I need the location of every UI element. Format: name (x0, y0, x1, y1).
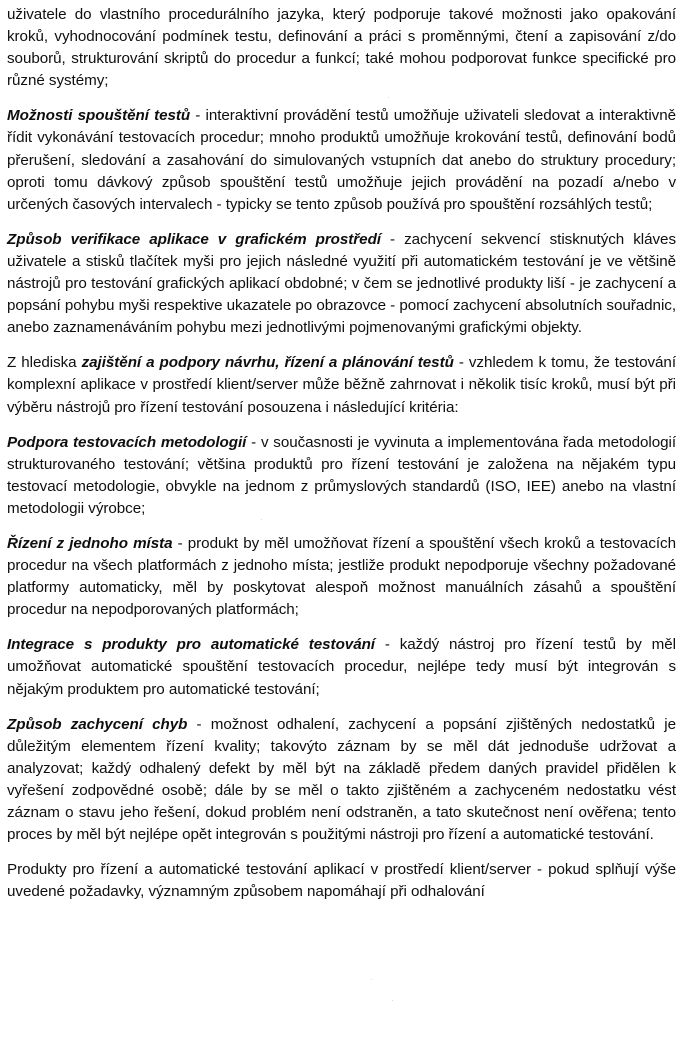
paragraph-4 (7, 352, 676, 418)
paragraph-2-lead: Možnosti spouštění testů (7, 107, 191, 125)
paragraph-3-text: - zachycení sekvencí stisknutých kláves uživatele a stisků tlačítek myši pro jejich následné využití při automatickém testování je ve většině nástrojů pro testování grafických aplikací obdobné; v čem se jednotlivé produkty liší - je zachycení a popsání pohybu myši respektive ukazatele po obrazovce - pomocí zachycení absolutních souřadnic, anebo zaznamenáváním pohybu mezi jednotlivými pojmenovanými grafickými objekty. (7, 230, 676, 337)
paragraph-4-lead: zajištění a podpory návrhu, řízení a plánování testů (81, 354, 454, 372)
paragraph-3 (7, 229, 676, 339)
paragraph-9-text: Produkty pro řízení a automatické testování aplikací v prostředí klient/server - pokud splňují výše uvedené požadavky, významným způsobem napomáhají při odhalování (7, 861, 676, 901)
paragraph-8-text: - možnost odhalení, zachycení a popsání zjištěných nedostatků je důležitým elementem řízení kvality; takovýto záznam by se měl dát jednoduše udržovat a analyzovat; každý odhalený defekt by měl být na základě předem daných pravidel přidělen k vyřešení zodpovědné osobě; dále by se měl o takto zjištěném a zachyceném nedostatku vést záznam o stavu jeho řešení, dokud problém není odstraněn, a tato skutečnost není ověřena; tento proces by měl být nejlépe opět integrován s použitými nástroji pro řízení a automatické testování. (7, 715, 676, 844)
paragraph-6-text: - produkt by měl umožňovat řízení a spouštění všech kroků a testovacích procedur na všech platformách z jednoho místa; jestliže produkt nepodporuje všechny požadované platformy automaticky, měl by poskytovat alespoň možnost manuálních zásahů a spouštění procedur na nepodporovaných platformách; (7, 534, 676, 619)
paragraph-5 (7, 432, 676, 520)
paragraph-8-lead: Způsob zachycení chyb (7, 715, 188, 733)
scan-speckle (371, 979, 372, 980)
paragraph-4-prefix: Z hlediska (7, 354, 82, 372)
paragraph-7-text: - každý nástroj pro řízení testů by měl umožňovat automatické spouštění testovacích procedur, nejlépe tedy musí být integrován s nějakým produktem pro automatické testování; (7, 636, 676, 698)
paragraph-1 (7, 4, 676, 92)
paragraph-3-lead: Způsob verifikace aplikace v grafickém prostředí (7, 230, 381, 248)
paragraph-5-lead: Podpora testovacích metodologií (7, 433, 247, 451)
paragraph-1-text: uživatele do vlastního procedurálního jazyka, který podporuje takové možnosti jako opakování kroků, vyhodnocování podmínek testu, definování a práci s proměnnými, čtení a zapisování z/do souborů, strukturování skriptů do procedur a funkcí; také mohou podporovat funkce specifické pro různé systémy; (7, 6, 676, 90)
paragraph-2 (7, 105, 676, 215)
paragraph-9 (7, 859, 676, 903)
paragraph-5-text: - v současnosti je vyvinuta a implementována řada metodologií strukturovaného testování; většina produktů pro řízení testování je založena na nějakém typu testovací metodologie, obvykle na jednom z průmyslových standardů (ISO, IEE) anebo na vlastní metodologii výrobce; (7, 433, 676, 517)
paragraph-4-text: - vzhledem k tomu, že testování komplexní aplikace v prostředí klient/server může běžně zahrnovat i několik tisíc kroků, musí být při výběru nástrojů pro řízení testování posouzena i následující kritéria: (7, 354, 676, 416)
paragraph-7 (7, 634, 676, 700)
paragraph-8 (7, 714, 676, 847)
document-text-body (7, 4, 676, 903)
paragraph-2-text: - interaktivní provádění testů umožňuje uživateli sledovat a interaktivně řídit vykonávání testovacích procedur; mnoho produktů umožňuje krokování testů, definování bodů přerušení, sledování a zasahování do simulovaných vstupních dat anebo do struktury procedury; oproti tomu dávkový způsob spouštění testů umožňuje jejich provádění na pozadí a/nebo v určených časových intervalech - typicky se tento způsob používá pro spouštění rozsáhlých testů; (7, 107, 676, 213)
paragraph-6 (7, 533, 676, 621)
paragraph-6-lead: Řízení z jednoho místa (7, 534, 173, 552)
scan-speckle (392, 1000, 393, 1001)
paragraph-7-lead: Integrace s produkty pro automatické testování (7, 636, 375, 654)
